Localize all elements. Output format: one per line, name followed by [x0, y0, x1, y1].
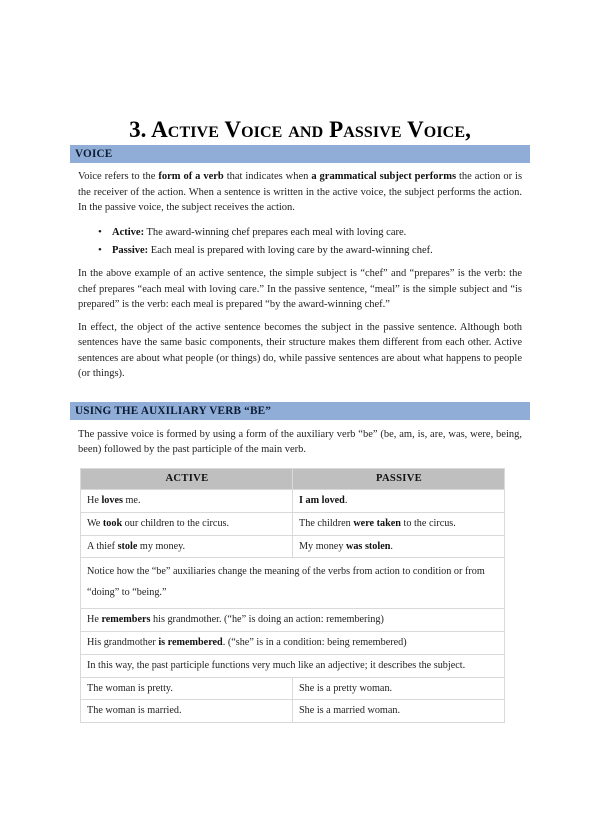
active-passive-table	[80, 468, 505, 723]
table-row	[81, 558, 505, 609]
table-row	[81, 654, 505, 677]
cell-passive: My money was stolen.	[293, 535, 505, 558]
column-header-active: ACTIVE	[81, 468, 293, 489]
cell-example-note: He remembers his grandmother. (“he” is doing an action: remembering)	[81, 609, 505, 632]
section-auxiliary-content	[70, 427, 530, 458]
cell-passive: The children were taken to the circus.	[293, 512, 505, 535]
cell-active: He loves me.	[81, 490, 293, 513]
table-body	[81, 490, 505, 723]
list-item-passive-example: • Passive: Each meal is prepared with loving care by the award-winning chef.	[112, 243, 522, 259]
document-body	[70, 145, 530, 723]
cell-example-note: His grandmother is remembered. (“she” is in a condition: being remembered)	[81, 632, 505, 655]
paragraph-voice-definition: Voice refers to the form of a verb that indicates when a grammatical subject performs the action or is the receiver of the action. When a sentence is written in the active voice, the subject performs the action. In the passive voice, the subject receives the action.	[78, 171, 523, 214]
table-row	[81, 632, 505, 655]
paragraph-object-becomes-subject: In effect, the object of the active sentence becomes the subject in the passive sentence. Although both sentences have the same basic components, their structure makes them different from each other. Active sentences are about what people (or things) do, while passive sentences are about what happens to people (or things).	[78, 321, 522, 380]
paragraph-example-explanation: In the above example of an active sentence, the simple subject is “chef” and “prepares” is the verb: the chef prepares “each meal with loving care.” In the passive sentence, “meal” is the simple subject and “is prepared” is the verb: each meal is prepared “by the award-winning chef.”	[78, 268, 522, 311]
table-head	[81, 468, 505, 489]
table-row	[81, 535, 505, 558]
column-header-passive: PASSIVE	[293, 468, 505, 489]
cell-note: In this way, the past participle functions very much like an adjective; it describes the subject.	[81, 654, 505, 677]
table-header-row	[81, 468, 505, 489]
page-title: 3. Active Voice and Passive Voice,	[129, 117, 471, 142]
section-heading-auxiliary-verb: USING THE AUXILIARY VERB “BE”	[70, 402, 530, 420]
voice-examples-list	[78, 225, 522, 260]
cell-note: Notice how the “be” auxiliaries change the meaning of the verbs from action to condition or from “doing” to “being.”	[81, 558, 505, 609]
cell-passive: She is a married woman.	[293, 700, 505, 723]
table-row	[81, 609, 505, 632]
section-voice-content	[70, 169, 530, 382]
cell-active: The woman is married.	[81, 700, 293, 723]
section-heading-voice: VOICE	[70, 145, 530, 163]
cell-active: We took our children to the circus.	[81, 512, 293, 535]
list-item-active-example: • Active: The award-winning chef prepares each meal with loving care.	[112, 225, 522, 241]
table-row	[81, 677, 505, 700]
paragraph-passive-formation: The passive voice is formed by using a form of the auxiliary verb “be” (be, am, is, are, was, were, being, been) followed by the past participle of the main verb.	[78, 428, 522, 456]
cell-active: The woman is pretty.	[81, 677, 293, 700]
cell-active: A thief stole my money.	[81, 535, 293, 558]
table-row	[81, 700, 505, 723]
table-row	[81, 512, 505, 535]
cell-passive: She is a pretty woman.	[293, 677, 505, 700]
cell-passive: I am loved.	[293, 490, 505, 513]
table-row	[81, 490, 505, 513]
